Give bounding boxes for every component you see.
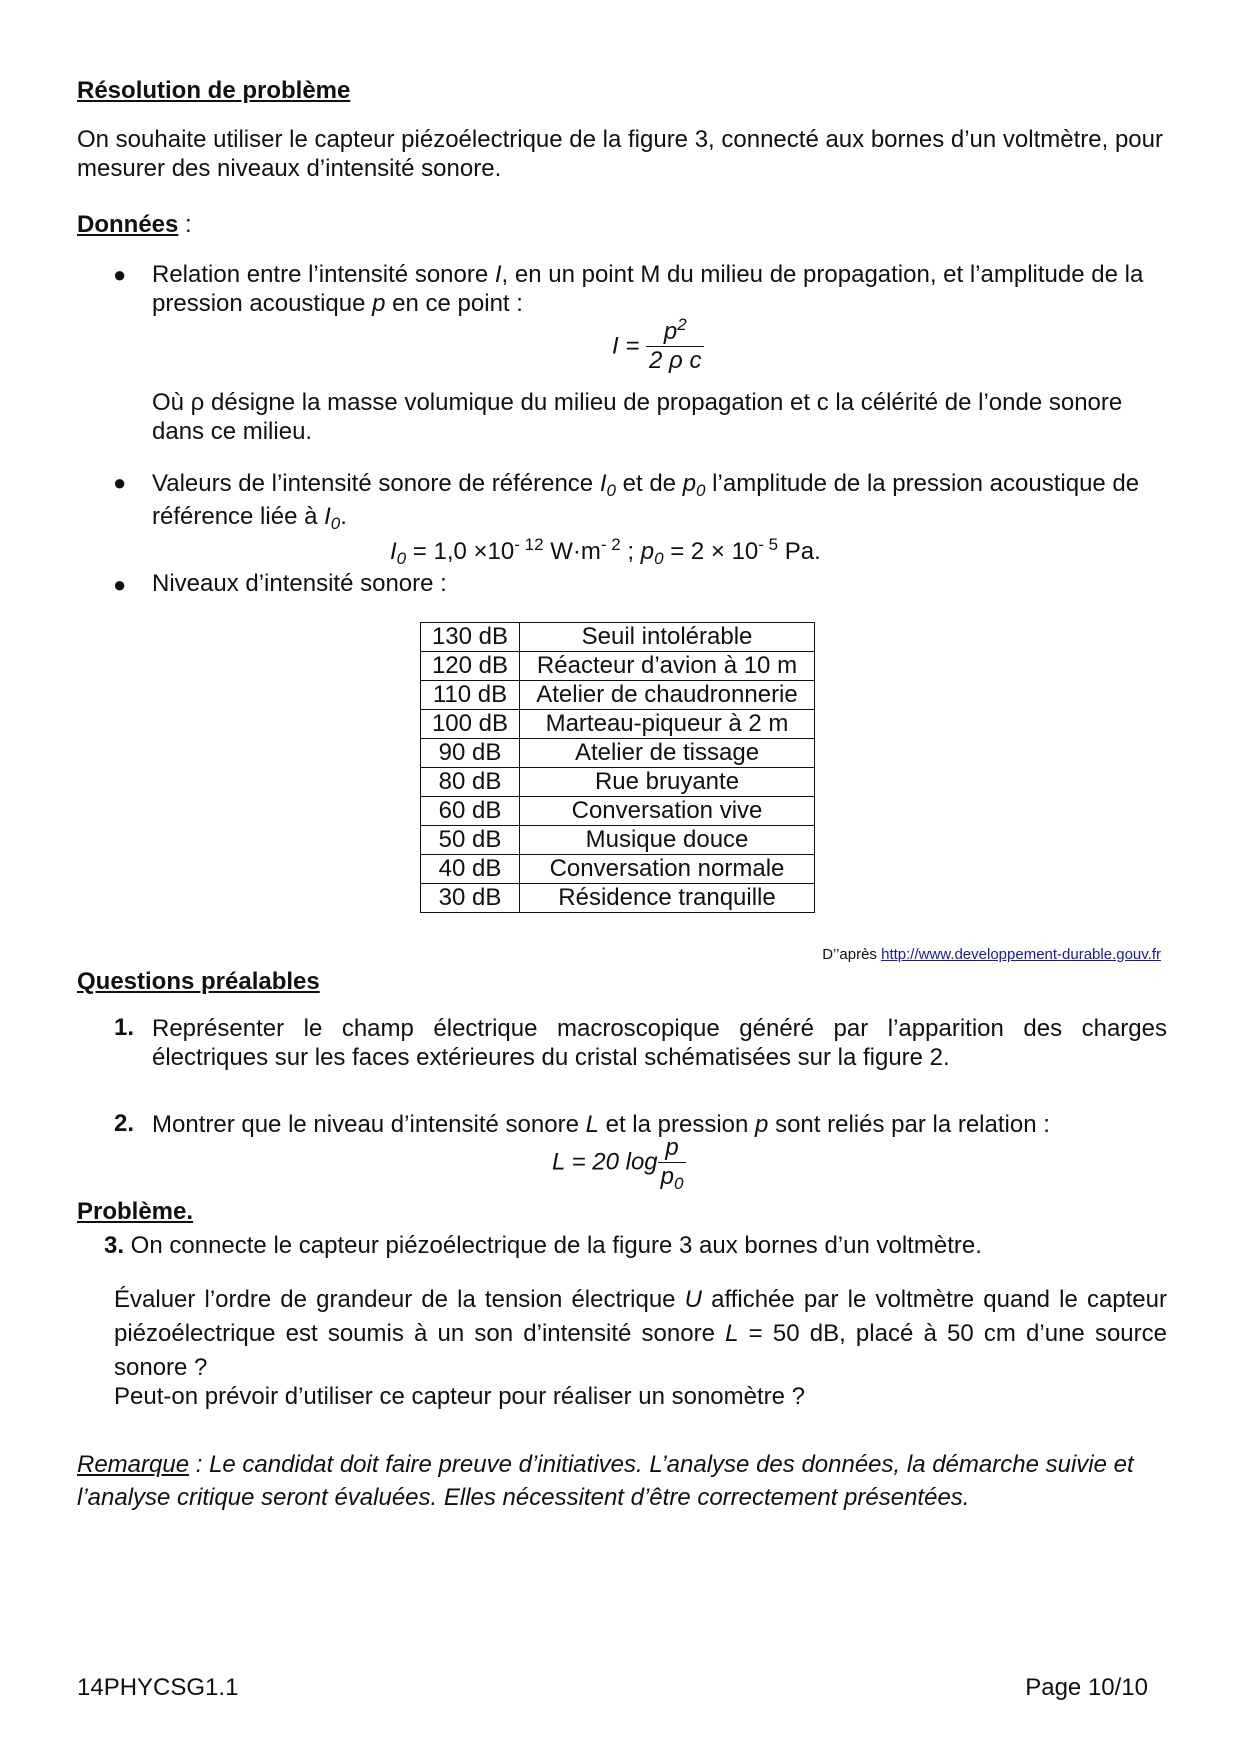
table-row	[421, 855, 815, 884]
sound-levels-table	[420, 622, 815, 913]
question-3-followup: Peut-on prévoir d’utiliser ce capteur pour réaliser un sonomètre ?	[114, 1383, 806, 1410]
intro-paragraph: On souhaite utiliser le capteur piézoélectrique de la figure 3, connecté aux bornes d’un voltmètre, pour mesurer des niveaux d’intensité sonore.	[77, 126, 1163, 182]
bullet-icon: ●	[113, 470, 127, 495]
page-title: Résolution de problème	[77, 77, 351, 104]
table-cell-desc: Musique douce	[520, 826, 815, 855]
table-cell-desc: Atelier de tissage	[520, 739, 815, 768]
table-row	[421, 768, 815, 797]
table-row	[421, 681, 815, 710]
table-cell-desc: Seuil intolérable	[520, 623, 815, 652]
bullet-reference-text: Valeurs de l’intensité sonore de référence $I_0$ et de $p_0$ l’amplitude de la pression acoustique de référence liée à $I_0$.	[152, 470, 1140, 533]
table-cell-db: 120 dB	[421, 652, 520, 681]
table-cell-db: 130 dB	[421, 623, 520, 652]
question-1-text: Représenter le champ électrique macroscopique généré par l’apparition des charges électriques sur les faces extérieures du cristal schématisées sur la figure 2.	[152, 1015, 1167, 1071]
remarque-label: Remarque	[77, 1451, 190, 1478]
table-row	[421, 710, 815, 739]
bullet-icon: ●	[113, 262, 127, 287]
formula-lhs: I =	[612, 332, 640, 360]
table-row	[421, 797, 815, 826]
footer-page-number: Page 10/10	[1025, 1674, 1148, 1701]
table-cell-db: 80 dB	[421, 768, 520, 797]
question-3-paragraph: Évaluer l’ordre de grandeur de la tension électrique U affichée par le voltmètre quand le capteur piézoélectrique est soumis à un son d’intensité sonore L = 50 dB, placé à 50 cm d’une source sonore ?	[114, 1286, 1167, 1381]
rho-note: Où ρ désigne la masse volumique du milieu de propagation et c la célérité de l’onde sonore dans ce milieu.	[152, 389, 1123, 445]
table-cell-db: 40 dB	[421, 855, 520, 884]
table-cell-desc: Marteau-piqueur à 2 m	[520, 710, 815, 739]
level-formula-fraction: $\frac{p}{p_0}$	[658, 1134, 687, 1191]
question-3-number: 3.	[104, 1232, 125, 1259]
table-row	[421, 739, 815, 768]
source-credit: D’’après http://www.developpement-durable.gouv.fr	[822, 946, 1161, 963]
table-cell-db: 60 dB	[421, 797, 520, 826]
level-formula	[552, 1134, 686, 1191]
donnees-label: Données	[77, 211, 179, 238]
level-formula-lhs: L = 20 log	[552, 1148, 658, 1176]
remarque-paragraph: Remarque : Le candidat doit faire preuve d’initiatives. L’analyse des données, la démarche suivie et l’analyse critique seront évaluées. Elles nécessitent d’être correctement présentées.	[77, 1451, 1134, 1511]
formula-fraction: $\frac{p^2}{\text{2 ρ c}}$	[646, 318, 704, 375]
question-3-text: On connecte le capteur piézoélectrique de la figure 3 aux bornes d’un voltmètre.	[124, 1232, 982, 1259]
table-cell-desc: Conversation normale	[520, 855, 815, 884]
question-2-number: 2.	[114, 1110, 135, 1137]
table-cell-desc: Rue bruyante	[520, 768, 815, 797]
table-cell-db: 90 dB	[421, 739, 520, 768]
table-row	[421, 826, 815, 855]
table-row	[421, 652, 815, 681]
probleme-heading: Problème.	[77, 1198, 194, 1225]
table-row	[421, 884, 815, 913]
reference-values: $I_0 = 1,0 \times 10^{- 12}$ $W\cdot m^{- 2}$ ; $p_0 = 2 \times 10^{- 5}$ Pa.	[390, 535, 821, 568]
table-cell-db: 50 dB	[421, 826, 520, 855]
bullet-icon: ●	[113, 572, 127, 597]
donnees-colon: :	[178, 211, 192, 238]
intensity-formula	[612, 315, 704, 375]
table-cell-db: 30 dB	[421, 884, 520, 913]
table-cell-desc: Réacteur d’avion à 10 m	[520, 652, 815, 681]
question-3	[104, 1232, 982, 1260]
table-cell-db: 100 dB	[421, 710, 520, 739]
table-cell-desc: Résidence tranquille	[520, 884, 815, 913]
bullet-levels-text: Niveaux d’intensité sonore :	[152, 570, 447, 597]
donnees-heading	[77, 211, 192, 239]
source-link[interactable]: http://www.developpement-durable.gouv.fr	[881, 946, 1161, 963]
question-1-number: 1.	[114, 1014, 135, 1041]
questions-heading: Questions préalables	[77, 968, 320, 995]
table-cell-desc: Atelier de chaudronnerie	[520, 681, 815, 710]
footer-code: 14PHYCSG1.1	[77, 1674, 239, 1701]
table-cell-desc: Conversation vive	[520, 797, 815, 826]
table-cell-db: 110 dB	[421, 681, 520, 710]
question-2-text: Montrer que le niveau d’intensité sonore L et la pression p sont reliés par la relation :	[152, 1111, 1050, 1138]
table-row	[421, 623, 815, 652]
bullet-relation-text: Relation entre l’intensité sonore I, en un point M du milieu de propagation, et l’amplitude de la pression acoustique p en ce point :	[152, 261, 1144, 317]
